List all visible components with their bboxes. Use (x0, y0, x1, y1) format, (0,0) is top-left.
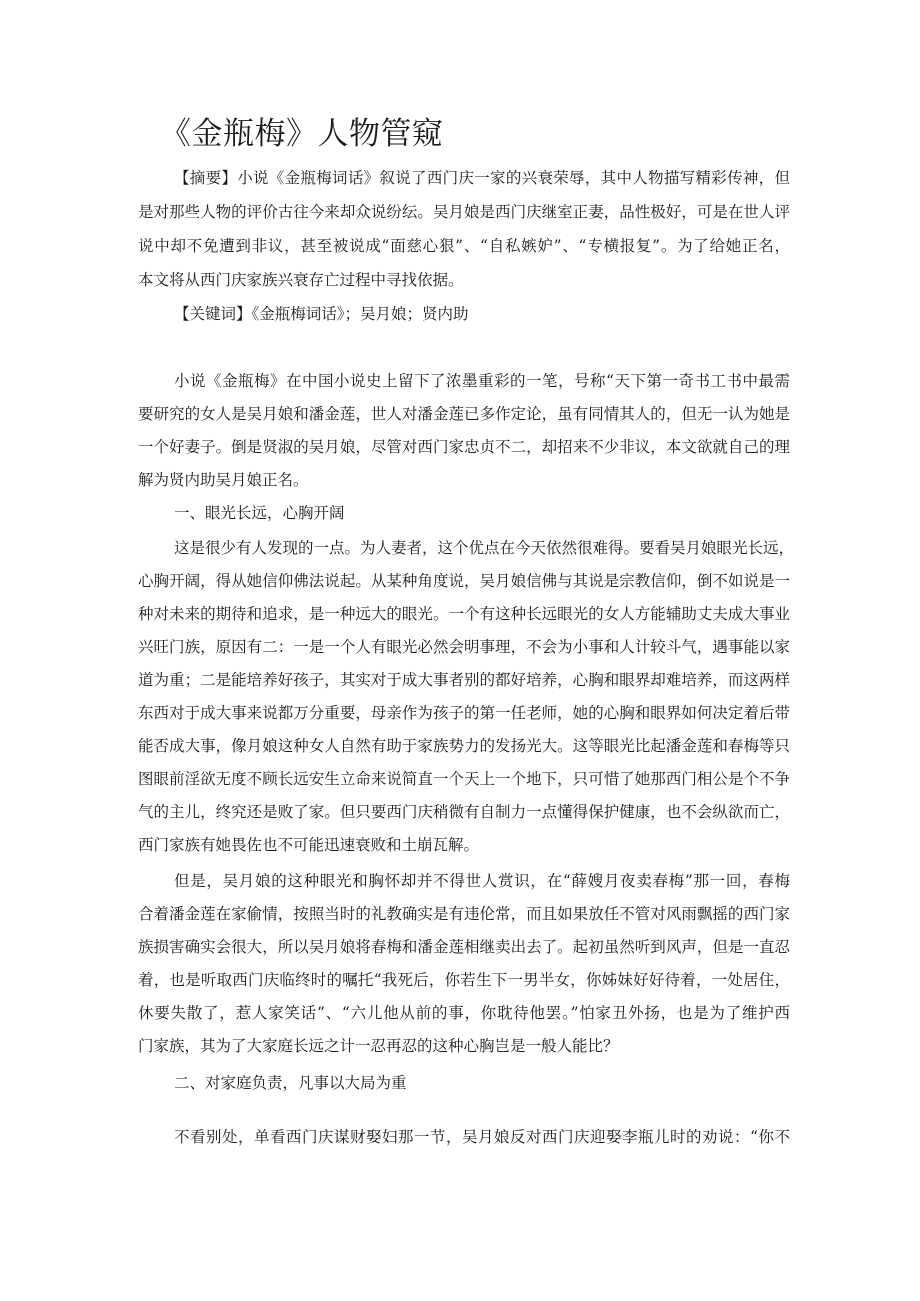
body-line: 种对未来的期待和追求，是一种远大的眼光。一个有这种长远眼光的女人方能辅助丈夫成大事业 (138, 605, 790, 623)
body-line: 气的主儿，终究还是败了家。但只要西门庆稍微有自制力一点懂得保护健康，也不会纵欲而亡， (138, 803, 790, 821)
body-line: 着，也是听取西门庆临终时的嘱托“我死后，你若生下一男半女，你姊妹好好待着，一处居住， (138, 971, 790, 989)
body-line: 族损害确实会很大，所以吴月娘将春梅和潘金莲相继卖出去了。起初虽然听到风声，但是一直忍 (138, 938, 790, 956)
body-line: 休要失散了，惹人家笑话”、“六儿他从前的事，你耽待他罢。”怕家丑外扬，也是为了维护西 (138, 1004, 790, 1022)
body-line: 道为重；二是能培养好孩子，其实对于成大事者别的都好培养，心胸和眼界却难培养，而这两样 (138, 671, 790, 689)
body-line: 合着潘金莲在家偷情，按照当时的礼教确实是有违伦常，而且如果放任不管对风雨飘摇的西门家 (138, 905, 790, 923)
abstract-line: 说中却不免遭到非议，甚至被说成“面慈心狠”、“自私嫉妒”、“专横报复”。为了给她正名， (138, 237, 790, 255)
body-line: 心胸开阔，得从她信仰佛法说起。从某种角度说，吴月娘信佛与其说是宗教信仰，倒不如说是一 (138, 572, 790, 590)
body-line: 门家族，其为了大家庭长远之计一忍再忍的这种心胸岂是一般人能比？ (138, 1037, 619, 1055)
keywords-line: 【关键词】《金瓶梅词话》；吴月娘；贤内助 (174, 305, 469, 323)
abstract-line: 【摘要】小说《金瓶梅词话》叙说了西门庆一家的兴衰荣辱，其中人物描写精彩传神，但 (174, 169, 790, 187)
body-line: 兴旺门族，原因有二：一是一个人有眼光必然会明事理，不会为小事和人计较斗气，遇事能以家 (138, 638, 790, 656)
abstract-line: 是对那些人物的评价古往今来却众说纷纭。吴月娘是西门庆继室正妻，品性极好，可是在世人评 (138, 203, 790, 221)
body-line: 但是，吴月娘的这种眼光和胸怀却并不得世人赏识，在“薛嫂月夜卖春梅”那一回，春梅 (174, 872, 790, 890)
abstract-line: 本文将从西门庆家族兴衰存亡过程中寻找依据。 (138, 271, 464, 289)
body-line: 一个好妻子。倒是贤淑的吴月娘，尽管对西门家忠贞不二，却招来不少非议，本文欲就自己的理 (138, 438, 790, 456)
body-line: 东西对于成大事来说都万分重要，母亲作为孩子的第一任老师，她的心胸和眼界如何决定着后带 (138, 704, 790, 722)
body-line: 能否成大事，像月娘这种女人自然有助于家族势力的发扬光大。这等眼光比起潘金莲和春梅等只 (138, 737, 790, 755)
body-line: 解为贤内助吴月娘正名。 (138, 471, 309, 489)
body-line: 不看别处，单看西门庆谋财娶妇那一节，吴月娘反对西门庆迎娶李瓶儿时的劝说：“你不 (174, 1128, 790, 1146)
section-heading: 一、眼光长远，心胸开阔 (174, 504, 345, 522)
body-line: 要研究的女人是吴月娘和潘金莲，世人对潘金莲已多作定论，虽有同情其人的，但无一认为她是 (138, 405, 790, 423)
body-line: 这是很少有人发现的一点。为人妻者，这个优点在今天依然很难得。要看吴月娘眼光长远， (174, 539, 795, 557)
body-line: 小说《金瓶梅》在中国小说史上留下了浓墨重彩的一笔，号称“天下第一奇书工书中最需 (174, 372, 790, 390)
section-heading: 二、对家庭负责，凡事以大局为重 (174, 1074, 407, 1092)
document-title: 《金瓶梅》人物管窥 (160, 116, 444, 152)
body-line: 图眼前淫欲无度不顾长远安生立命来说简直一个天上一个地下，只可惜了她那西门相公是个不争 (138, 770, 790, 788)
body-line: 西门家族有她畏佐也不可能迅速衰败和土崩瓦解。 (138, 836, 480, 854)
